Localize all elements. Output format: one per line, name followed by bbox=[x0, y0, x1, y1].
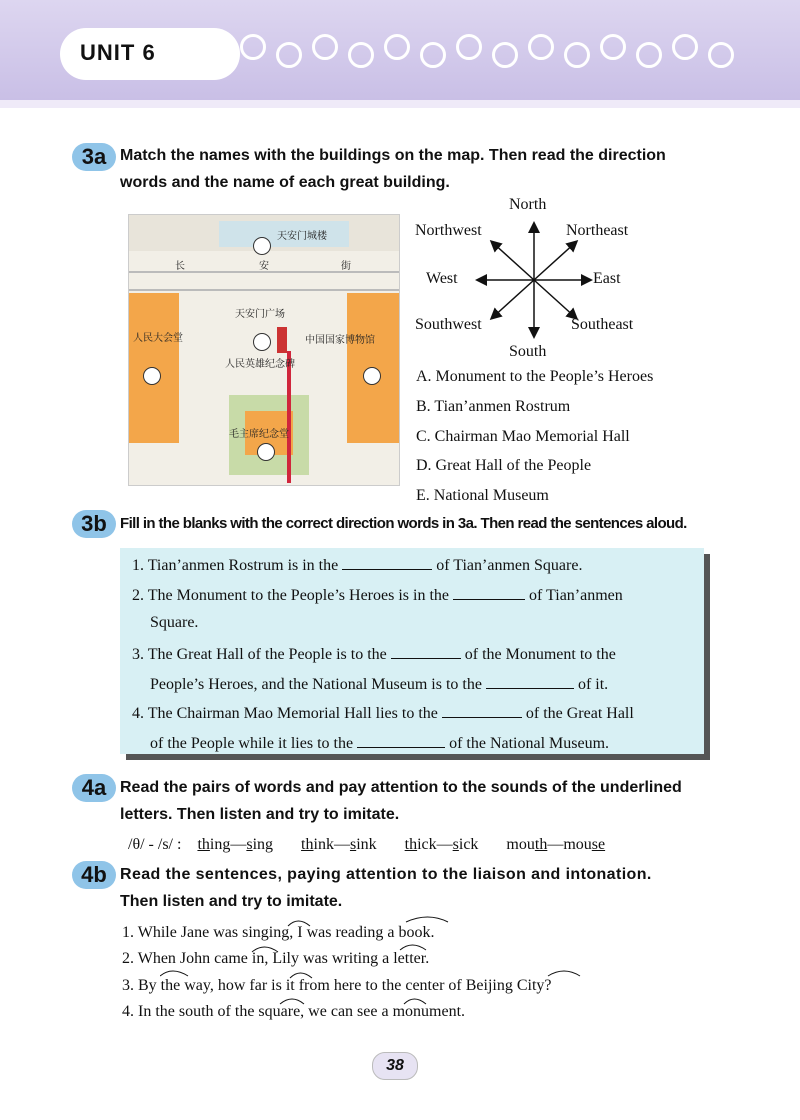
compass-south: South bbox=[509, 343, 547, 360]
option-e: E. National Museum bbox=[416, 487, 549, 504]
option-b: B. Tian’anmen Rostrum bbox=[416, 398, 571, 415]
ring-icon bbox=[276, 42, 302, 68]
tiananmen-map bbox=[128, 214, 400, 486]
instruction-4a-line1: Read the pairs of words and pay attention to the sounds of the underlined bbox=[120, 779, 682, 796]
ring-icon bbox=[492, 42, 518, 68]
unit-title: UNIT 6 bbox=[80, 40, 156, 65]
map-label-rostrum: 天安门城楼 bbox=[277, 231, 327, 242]
text: of the People while it lies to the bbox=[150, 735, 358, 752]
map-label-museum: 中国国家博物馆 bbox=[305, 335, 375, 346]
sentence-3: 3. By the way, how far is it from here to the center of Beijing City? bbox=[122, 977, 552, 994]
sentence-4: 4. In the south of the square, we can see a monument. bbox=[122, 1003, 466, 1020]
underlined-letters: s bbox=[349, 836, 357, 853]
map-label-monument: 人民英雄纪念碑 bbox=[225, 359, 295, 370]
answer-circle-memorial-hall[interactable] bbox=[257, 443, 275, 461]
ring-icon bbox=[420, 42, 446, 68]
compass-northeast: Northeast bbox=[566, 222, 629, 239]
ring-icon bbox=[672, 34, 698, 60]
ring-icon bbox=[240, 34, 266, 60]
word-rest: ink bbox=[313, 836, 334, 853]
blank-4[interactable] bbox=[486, 674, 574, 689]
section-badge-4b: 4b bbox=[72, 861, 116, 889]
phonetic-line bbox=[128, 836, 605, 854]
exercise-3b-line3 bbox=[132, 644, 616, 664]
ring-icon bbox=[384, 34, 410, 60]
ring-icon bbox=[312, 34, 338, 60]
monument-block bbox=[277, 327, 287, 353]
text: 2. The Monument to the People’s Heroes is in the bbox=[132, 587, 453, 604]
answer-circle-great-hall[interactable] bbox=[143, 367, 161, 385]
underlined-letters: se bbox=[591, 836, 606, 853]
ring-icon bbox=[456, 34, 482, 60]
map-label-jie: 街 bbox=[341, 261, 351, 272]
compass-west: West bbox=[426, 270, 458, 287]
text: of the National Museum. bbox=[445, 735, 610, 752]
text: of the Great Hall bbox=[521, 705, 634, 722]
exercise-3b-line2-cont: Square. bbox=[150, 614, 199, 631]
instruction-4b-line1: Read the sentences, paying attention to the liaison and intonation. bbox=[120, 866, 652, 883]
instruction-4b-line2: Then listen and try to imitate. bbox=[120, 893, 343, 910]
map-label-great-hall: 人民大会堂 bbox=[133, 333, 183, 344]
word-pair bbox=[506, 836, 605, 853]
option-d: D. Great Hall of the People bbox=[416, 457, 592, 474]
underlined-letters: th bbox=[534, 836, 548, 853]
map-label-chang: 长 bbox=[175, 261, 185, 272]
instruction-4a-line2: letters. Then listen and try to imitate. bbox=[120, 806, 400, 823]
compass-southeast: Southeast bbox=[571, 316, 634, 333]
underlined-letters: th bbox=[197, 836, 210, 853]
exercise-3b-line4-cont bbox=[150, 733, 609, 753]
answer-circle-rostrum[interactable] bbox=[253, 237, 271, 255]
dash: — bbox=[436, 836, 453, 853]
exercise-3b-line2 bbox=[132, 585, 623, 605]
text: of Tian’anmen Square. bbox=[432, 557, 583, 574]
text: 4. The Chairman Mao Memorial Hall lies to the bbox=[132, 705, 442, 722]
word-rest: ick bbox=[458, 836, 479, 853]
blank-2[interactable] bbox=[453, 585, 525, 600]
ring-icon bbox=[348, 42, 374, 68]
dash: — bbox=[230, 836, 247, 853]
word-rest: mou bbox=[563, 836, 592, 853]
answer-circle-museum[interactable] bbox=[363, 367, 381, 385]
section-badge-3a: 3a bbox=[72, 143, 116, 171]
compass-north: North bbox=[509, 196, 547, 213]
blank-5[interactable] bbox=[442, 703, 522, 718]
sentence-1: 1. While Jane was singing, I was reading a book. bbox=[122, 924, 435, 941]
answer-circle-monument[interactable] bbox=[253, 333, 271, 351]
blank-6[interactable] bbox=[357, 733, 445, 748]
underlined-letters: s bbox=[246, 836, 253, 853]
word-rest: ing bbox=[252, 836, 274, 853]
blank-1[interactable] bbox=[342, 555, 432, 570]
ring-icon bbox=[708, 42, 734, 68]
compass-southwest: Southwest bbox=[415, 316, 482, 333]
dash: — bbox=[333, 836, 350, 853]
map-label-an: 安 bbox=[259, 261, 269, 272]
route-line bbox=[287, 351, 291, 483]
ring-icon bbox=[636, 42, 662, 68]
ring-icon bbox=[564, 42, 590, 68]
exercise-3b-line3-cont bbox=[150, 674, 608, 694]
section-badge-4a: 4a bbox=[72, 774, 116, 802]
sentence-2: 2. When John came in, Lily was writing a letter. bbox=[122, 950, 430, 967]
text: 3. The Great Hall of the People is to the bbox=[132, 646, 391, 663]
dash: — bbox=[547, 836, 564, 853]
text: People’s Heroes, and the National Museum is to the bbox=[150, 676, 486, 693]
road-line bbox=[129, 289, 399, 291]
word-rest: ink bbox=[356, 836, 377, 853]
map-label-square: 天安门广场 bbox=[235, 309, 285, 320]
header-band bbox=[0, 100, 800, 108]
word-rest: ing bbox=[209, 836, 231, 853]
text: of Tian’anmen bbox=[525, 587, 623, 604]
word-rest: ick bbox=[417, 836, 437, 853]
blank-3[interactable] bbox=[391, 644, 461, 659]
option-a: A. Monument to the People’s Heroes bbox=[416, 368, 654, 385]
section-badge-3b: 3b bbox=[72, 510, 116, 538]
decorative-rings bbox=[240, 34, 734, 68]
text: of the Monument to the bbox=[460, 646, 616, 663]
exercise-3b-line1 bbox=[132, 555, 582, 575]
word-pair bbox=[197, 836, 273, 853]
compass-east: East bbox=[593, 270, 621, 287]
compass-northwest: Northwest bbox=[415, 222, 482, 239]
instruction-3a-line1: Match the names with the buildings on the map. Then read the direction bbox=[120, 147, 666, 164]
ring-icon bbox=[528, 34, 554, 60]
word-rest: mou bbox=[506, 836, 535, 853]
instruction-3a-line2: words and the name of each great building. bbox=[120, 174, 450, 191]
option-c: C. Chairman Mao Memorial Hall bbox=[416, 428, 630, 445]
instruction-3b: Fill in the blanks with the correct direction words in 3a. Then read the sentences aloud. bbox=[120, 515, 687, 532]
exercise-3b-line4 bbox=[132, 703, 634, 723]
underlined-letters: th bbox=[301, 836, 314, 853]
text: 1. Tian’anmen Rostrum is in the bbox=[132, 557, 343, 574]
word-pair bbox=[301, 836, 377, 853]
map-label-memorial-hall: 毛主席纪念堂 bbox=[229, 429, 289, 440]
phonetic-symbols: /θ/ - /s/ : bbox=[128, 836, 182, 853]
word-pair bbox=[405, 836, 479, 853]
ring-icon bbox=[600, 34, 626, 60]
text: of it. bbox=[573, 676, 609, 693]
underlined-letters: s bbox=[452, 836, 459, 853]
page-number: 38 bbox=[372, 1052, 418, 1080]
underlined-letters: th bbox=[404, 836, 418, 853]
